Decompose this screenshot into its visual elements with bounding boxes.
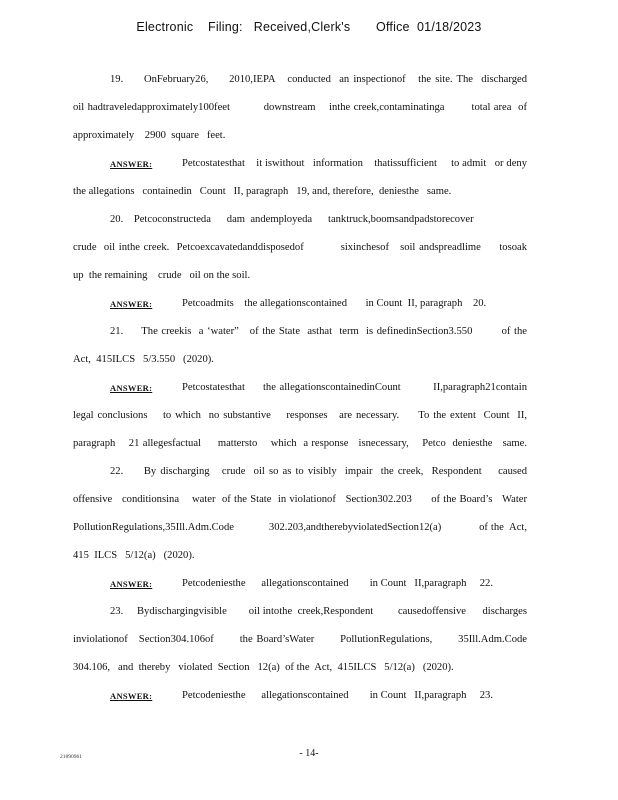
text-line: crude oil inthe creek. Petcoexcavatedanddisposedof sixinchesof soil andspreadlime tosoak — [73, 242, 527, 253]
text-line: 21. The creekis a ‘water” of the State asthat term is definedinSection3.550 of the — [110, 326, 527, 337]
text-line: up the remaining crude oil on the soil. — [73, 270, 251, 281]
text-line: 19. OnFebruary26, 2010,IEPA conducted an inspectionof the site. The discharged — [110, 74, 527, 85]
text-line: oil hadtraveledapproximately100feet downstream inthe creek,contaminatinga total area of — [73, 102, 527, 113]
answer-line — [73, 682, 527, 710]
answer-label: ANSWER: — [110, 159, 153, 169]
text-line: 22. By discharging crude oil so as to visibly impair the creek, Respondent caused — [110, 466, 527, 477]
text-line: 304.106, and thereby violated Section 12(a) of the Act, 415ILCS 5/12(a) (2020). — [73, 662, 454, 673]
answer-label: ANSWER: — [110, 383, 153, 393]
page-number: - 14- — [299, 748, 319, 759]
answer-text: Petcoadmits the allegationscontained in Count II, paragraph 20. — [182, 298, 487, 309]
filing-header: Electronic Filing: Received,Clerk's Office 01/18/2023 — [136, 20, 482, 34]
text-line: offensive conditionsina water of the State in violationof Section302.203 of the Board’s Water — [73, 494, 527, 505]
text-line: inviolationof Section304.106of the Board’sWater PollutionRegulations, 35Ill.Adm.Code — [73, 634, 527, 645]
text-line: 20. Petcoconstructeda dam andemployeda tanktruck,boomsandpadstorecover — [110, 214, 474, 225]
answer-line — [73, 290, 527, 318]
answer-line — [73, 570, 527, 598]
answer-text: Petcodeniesthe allegationscontained in Count II,paragraph 23. — [182, 690, 493, 701]
text-line: the allegations containedin Count II, paragraph 19, and, therefore, deniesthe same. — [73, 186, 452, 197]
answer-text: Petcostatesthat it iswithout information thatissufficient to admit or deny — [182, 158, 527, 169]
text-line: approximately 2900 square feet. — [73, 130, 226, 141]
answer-line — [73, 374, 527, 402]
text-line: PollutionRegulations,35Ill.Adm.Code 302.203,andtherebyviolatedSection12(a) of the Act, — [73, 522, 527, 533]
text-line: 415 ILCS 5/12(a) (2020). — [73, 550, 195, 561]
answer-label: ANSWER: — [110, 579, 153, 589]
text-line: Act, 415ILCS 5/3.550 (2020). — [73, 354, 214, 365]
text-line: legal conclusions to which no substantive responses are necessary. To the extent Count II, — [73, 410, 527, 421]
document-id: 21890961 — [60, 754, 82, 760]
answer-label: ANSWER: — [110, 299, 153, 309]
document-body — [73, 66, 527, 710]
answer-text: Petcostatesthat the allegationscontainedinCount II,paragraph21contain — [182, 382, 527, 393]
text-line: paragraph 21 allegesfactual mattersto which a response isnecessary, Petco deniesthe same. — [73, 438, 527, 449]
answer-label: ANSWER: — [110, 691, 153, 701]
answer-line — [73, 150, 527, 178]
text-line: 23. Bydischargingvisible oil intothe creek,Respondent causedoffensive discharges — [110, 606, 527, 617]
answer-text: Petcodeniesthe allegationscontained in Count II,paragraph 22. — [182, 578, 493, 589]
